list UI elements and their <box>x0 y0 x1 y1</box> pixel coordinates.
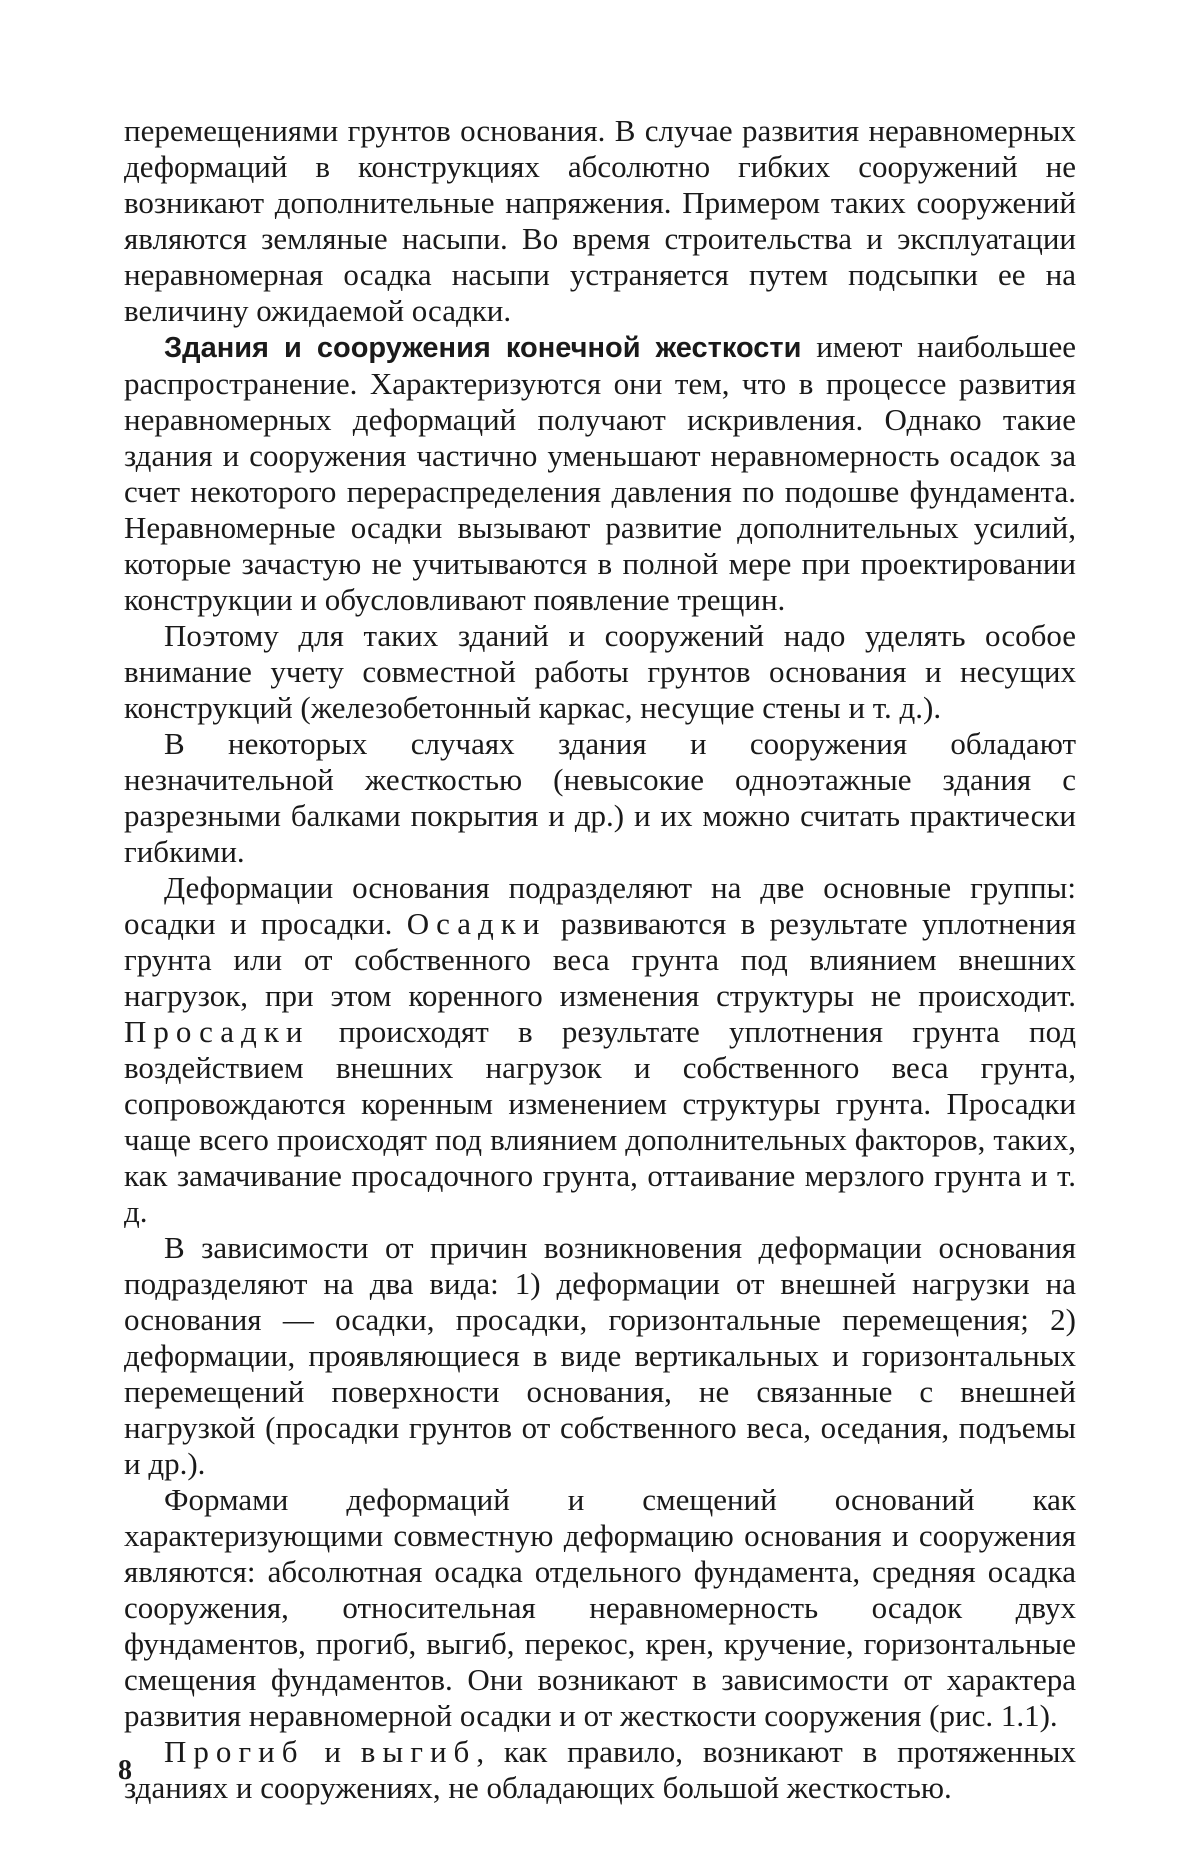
spaced-term: выгиб <box>360 1734 477 1769</box>
text-run: и <box>304 1734 361 1769</box>
paragraph <box>124 618 1076 726</box>
text-run: имеют наибольшее распространение. Характеризуются они тем, что в процессе развития неравномерных деформаций получают искривления. Однако такие здания и сооружения частично уменьшают неравномерность осадок за счет некоторого перераспределения давления по подошве фундамента. Неравномерные осадки вызывают развитие дополнительных усилий, которые зачастую не учитываются в полной мере при проектировании конструкции и обусловливают появление трещин. <box>124 329 1076 617</box>
spaced-term: Просадки <box>124 1014 310 1049</box>
spaced-term: Осадки <box>406 906 547 941</box>
page-body <box>124 113 1076 1806</box>
paragraph <box>124 1734 1076 1806</box>
page-number: 8 <box>118 1755 132 1786</box>
paragraph <box>124 726 1076 870</box>
text-run: , как правило, возникают в протяженных зданиях и сооружениях, не обладающих большой жесткостью. <box>124 1734 1077 1805</box>
text-run: В некоторых случаях здания и сооружения обладают незначительной жесткостью (невысокие одноэтажные здания с разрезными балками покрытия и др.) и их можно считать практически гибкими. <box>124 726 1076 869</box>
paragraph <box>124 1482 1076 1734</box>
text-run: развиваются в результате уплотнения грунта или от собственного веса грунта под влиянием внешних нагрузок, при этом коренного изменения структуры не происходит. <box>124 906 1076 1013</box>
paragraph <box>124 113 1076 329</box>
text-run: перемещениями грунтов основания. В случае развития неравномерных деформаций в конструкциях абсолютно гибких сооружений не возникают дополнительные напряжения. Примером таких сооружений являются земляные насыпи. Во время строительства и эксплуатации неравномерная осадка насыпи устраняется путем подсыпки ее на величину ожидаемой осадки. <box>124 113 1076 328</box>
paragraph <box>124 329 1076 618</box>
text-run: Поэтому для таких зданий и сооружений надо уделять особое внимание учету совместной работы грунтов основания и несущих конструкций (железобетонный каркас, несущие стены и т. д.). <box>124 618 1076 725</box>
paragraph <box>124 1230 1076 1482</box>
paragraph <box>124 870 1076 1230</box>
text-run: Деформации основания подразделяют на две основные группы: осадки и просадки. <box>124 870 1076 941</box>
text-run: происходят в результате уплотнения грунта под воздействием внешних нагрузок и собственного веса грунта, сопровождаются коренным изменением структуры грунта. Просадки чаще всего происходят под влиянием дополнительных факторов, таких, как замачивание просадочного грунта, оттаивание мерзлого грунта и т. д. <box>124 1014 1076 1229</box>
text-run: Формами деформаций и смещений оснований как характеризующими совместную деформацию основания и сооружения являются: абсолютная осадка отдельного фундамента, средняя осадка сооружения, относительная неравномерность осадок двух фундаментов, прогиб, выгиб, перекос, крен, кручение, горизонтальные смещения фундаментов. Они возникают в зависимости от характера развития неравномерной осадки и от жесткости сооружения (рис. 1.1). <box>124 1482 1076 1733</box>
spaced-term: Прогиб <box>164 1734 305 1769</box>
bold-term: Здания и сооружения конечной жесткости <box>164 332 802 364</box>
text-run: В зависимости от причин возникновения деформации основания подразделяют на два вида: 1) деформации от внешней нагрузки на основания — осадки, просадки, горизонтальные перемещения; 2) деформации, проявляющиеся в виде вертикальных и горизонтальных перемещений поверхности основания, не связанные с внешней нагрузкой (просадки грунтов от собственного веса, оседания, подъемы и др.). <box>124 1230 1076 1481</box>
